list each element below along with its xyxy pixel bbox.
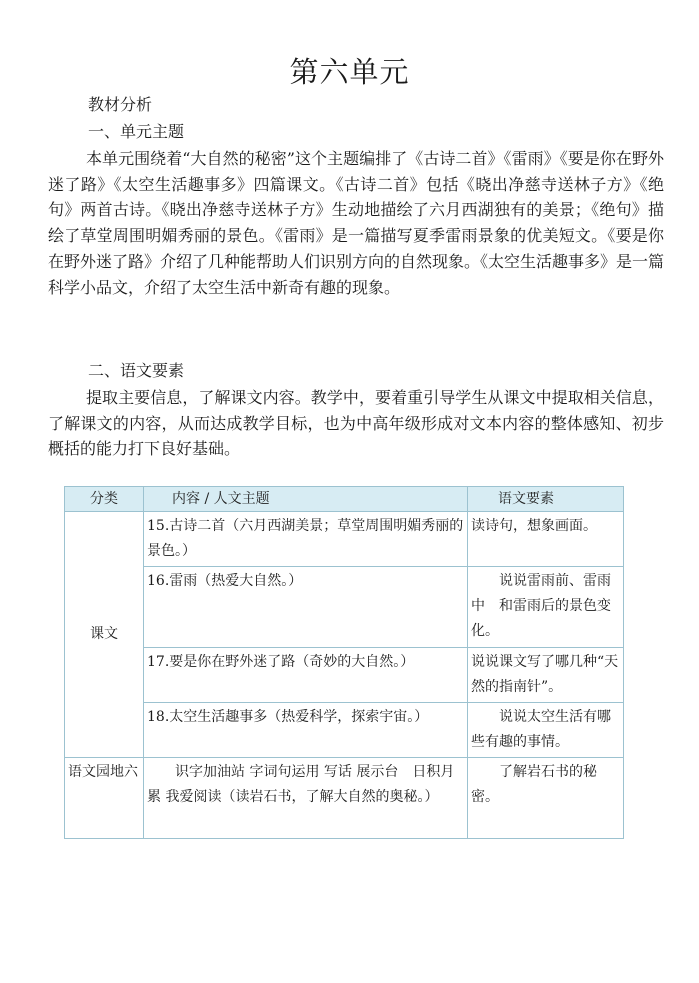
category-cell: 语文园地六 — [65, 758, 144, 839]
element-cell: 说说太空生活有哪些有趣的事情。 — [468, 703, 624, 758]
content-cell: 15.古诗二首（六月西湖美景；草堂周围明媚秀丽的景色。） — [144, 512, 468, 567]
content-cell: 识字加油站 字词句运用 写话 展示台 日积月累 我爱阅读（读岩石书，了解大自然的奥秘。） — [144, 758, 468, 839]
subtitle: 教材分析 — [88, 95, 153, 114]
header-element: 语文要素 — [468, 487, 624, 512]
content-cell: 17.要是你在野外迷了路（奇妙的大自然。） — [144, 648, 468, 703]
table-row — [65, 703, 624, 758]
section2-body: 提取主要信息，了解课文内容。教学中，要着重引导学生从课文中提取相关信息，了解课文的内容，从而达成教学目标，也为中高年级形成对文本内容的整体感知、初步概括的能力打下良好基础。 — [48, 388, 664, 459]
unit-table — [64, 486, 624, 839]
section1-heading: 一、单元主题 — [88, 122, 185, 141]
page-title: 第六单元 — [289, 55, 410, 89]
section1-body: 本单元围绕着“大自然的秘密”这个主题编排了《古诗二首》《雷雨》《要是你在野外迷了路》《太空生活趣事多》四篇课文。《古诗二首》包括《晓出净慈寺送林子方》《绝句》两首古诗。《晓出净慈寺送林子方》生动地描绘了六月西湖独有的美景；《绝句》描绘了草堂周围明媚秀丽的景色。《雷雨》是一篇描写夏季雷雨景象的优美短文。《要是你在野外迷了路》介绍了几种能帮助人们识别方向的自然现象。《太空生活趣事多》是一篇科学小品文，介绍了太空生活中新奇有趣的现象。 — [48, 149, 665, 297]
header-content: 内容 / 人文主题 — [144, 487, 468, 512]
category-cell: 课文 — [65, 512, 144, 758]
content-cell: 16.雷雨（热爱大自然。） — [144, 567, 468, 648]
table-header-row — [65, 487, 624, 512]
element-cell: 说说雷雨前、雷雨中 和雷雨后的景色变化。 — [468, 567, 624, 648]
content-cell: 18.太空生活趣事多（热爱科学，探索宇宙。） — [144, 703, 468, 758]
element-cell: 说说课文写了哪几种“天然的指南针”。 — [468, 648, 624, 703]
element-cell: 读诗句，想象画面。 — [468, 512, 624, 567]
header-category: 分类 — [65, 487, 144, 512]
table-row — [65, 758, 624, 839]
section2-heading: 二、语文要素 — [88, 361, 185, 380]
table-row — [65, 648, 624, 703]
element-cell: 了解岩石书的秘密。 — [468, 758, 624, 839]
table-row — [65, 512, 624, 567]
table-row — [65, 567, 624, 648]
